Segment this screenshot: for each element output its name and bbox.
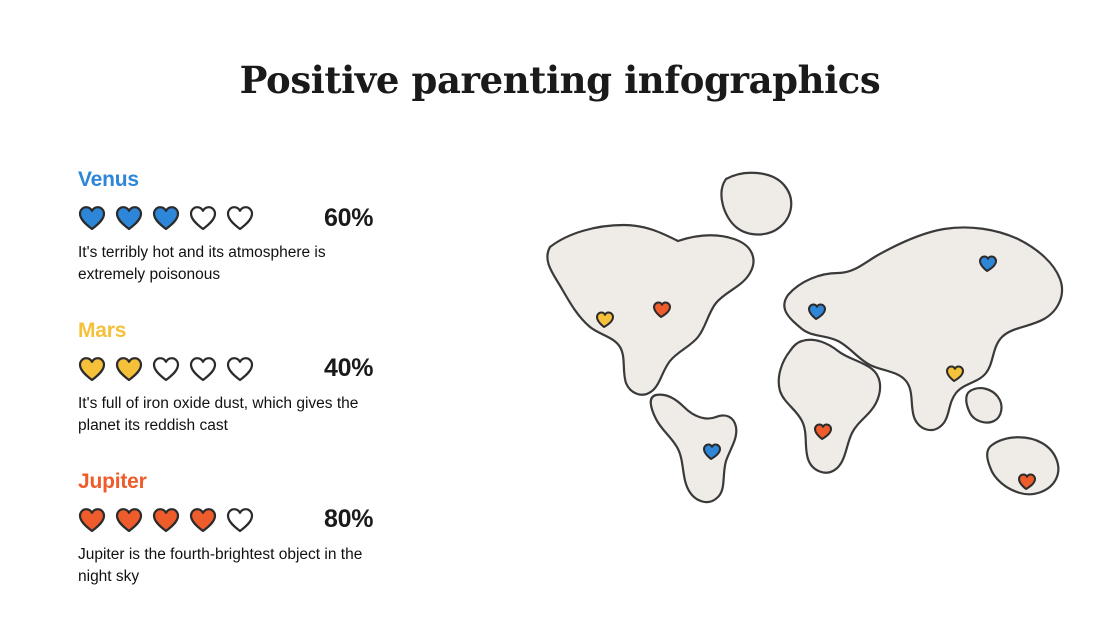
heart-rating-mars: [78, 356, 318, 382]
heart-icon-empty: [189, 356, 217, 382]
heart-icon-filled: [115, 507, 143, 533]
stat-value-jupiter: 80%: [324, 505, 374, 534]
stat-label-venus: Venus: [78, 168, 139, 191]
stat-description-mars: It's full of iron oxide dust, which gives the planet its reddish cast: [78, 394, 359, 435]
heart-icon-empty: [226, 205, 254, 231]
map-region-greenland: [721, 173, 791, 235]
heart-icon-filled: [189, 507, 217, 533]
heart-icon-empty: [189, 205, 217, 231]
stat-row-venus: [78, 200, 498, 236]
stats-list: [78, 168, 498, 621]
heart-icon-empty: [226, 507, 254, 533]
world-map: [520, 155, 1100, 515]
stat-block-venus: [78, 168, 498, 287]
heart-icon-filled: [152, 507, 180, 533]
map-region-southeast-asia: [966, 388, 1001, 422]
stat-block-mars: [78, 319, 498, 438]
stat-row-mars: [78, 351, 498, 387]
page-title: Positive parenting infographics: [239, 58, 881, 102]
stat-label-jupiter: Jupiter: [78, 469, 147, 493]
stat-label-mars: Mars: [78, 318, 127, 342]
stat-value-mars: 40%: [324, 354, 374, 383]
heart-icon-filled: [152, 205, 180, 231]
heart-icon-filled: [115, 356, 143, 382]
heart-icon-filled: [78, 507, 106, 533]
heart-icon-empty: [226, 356, 254, 382]
map-region-south-america: [651, 395, 737, 502]
heart-icon-filled: [78, 356, 106, 382]
heart-rating-jupiter: [78, 507, 318, 533]
stat-description-jupiter: Jupiter is the fourth-brightest object in the night sky: [78, 545, 363, 586]
heart-icon-filled: [115, 205, 143, 231]
map-region-north-america: [547, 225, 753, 395]
stat-description-venus: It's terribly hot and its atmosphere is extremely poisonous: [78, 244, 326, 284]
stat-value-venus: 60%: [324, 203, 374, 232]
heart-icon-empty: [152, 356, 180, 382]
stat-block-jupiter: [78, 470, 498, 589]
heart-rating-venus: [78, 205, 318, 231]
heart-icon-filled: [78, 205, 106, 231]
stat-row-jupiter: [78, 502, 498, 538]
